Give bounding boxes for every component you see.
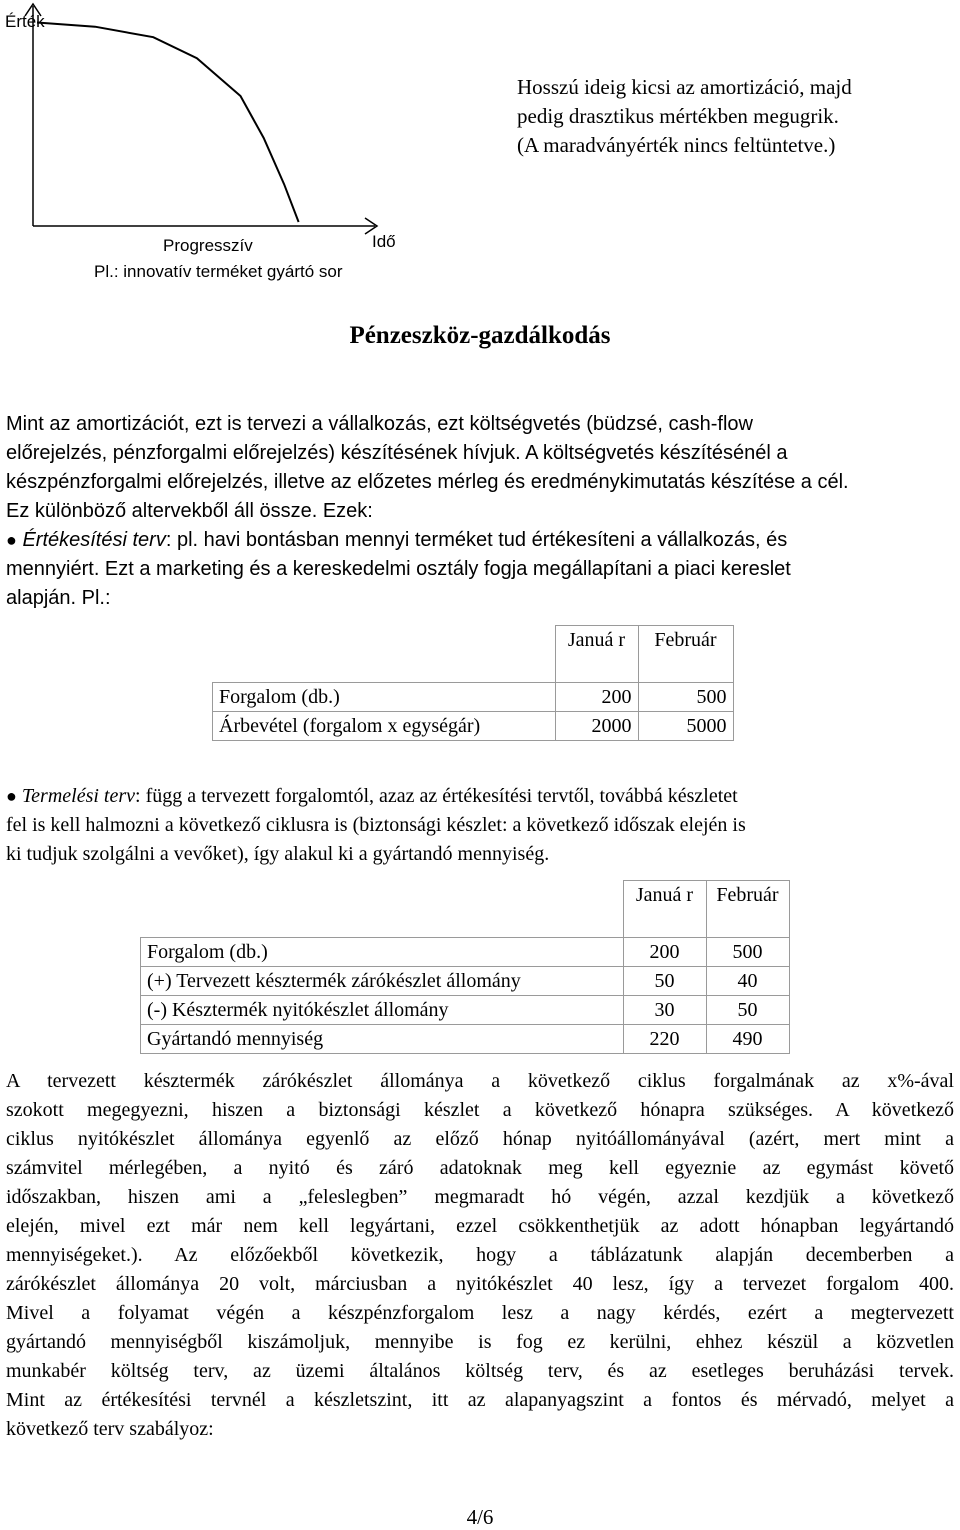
production-plan-term: Termelési terv xyxy=(21,785,136,807)
sales-plan-table xyxy=(212,625,734,741)
cell-february: 490 xyxy=(706,1025,789,1054)
table-row xyxy=(141,1025,790,1054)
closing-line-9: Mivel a folyamat végén a készpénzforgalom lesz a nagy kérdés, ezért a megtervezett xyxy=(6,1302,954,1324)
cell-february: 500 xyxy=(706,938,789,967)
row-label: Forgalom (db.) xyxy=(141,938,624,967)
closing-line-2: szokott megegyezni, hiszen a biztonsági készlet a következő hónapra szükséges. A következő xyxy=(6,1099,954,1121)
row-label: Árbevétel (forgalom x egységár) xyxy=(213,712,556,741)
graph-svg xyxy=(0,0,400,290)
row-label: Gyártandó mennyiség xyxy=(141,1025,624,1054)
row-label: Forgalom (db.) xyxy=(213,683,556,712)
closing-line-3: ciklus nyitókészlet állománya egyenlő az előző hónap nyitóállományával (azért, mert mint a xyxy=(6,1128,954,1150)
x-axis-label: Idő xyxy=(372,232,396,251)
production-plan-table xyxy=(140,880,790,1054)
header-january: Januá r xyxy=(555,626,638,683)
cell-february: 40 xyxy=(706,967,789,996)
production-line-3: ki tudjuk szolgálni a vevőket), így alakul ki a gyártandó mennyiség. xyxy=(6,843,550,865)
header-february: Február xyxy=(706,881,789,938)
intro-line-1: Mint az amortizációt, ezt is tervezi a vállalkozás, ezt költségvetés (büdzsé, cash-flow xyxy=(6,413,753,435)
intro-line-4: Ez különböző altervekből áll össze. Ezek: xyxy=(6,500,373,522)
section-title: Pénzeszköz-gazdálkodás xyxy=(349,322,611,349)
y-axis-label: Érték xyxy=(5,12,45,31)
sales-plan-text: : pl. havi bontásban mennyi terméket tud értékesíteni a vállalkozás, és xyxy=(165,529,788,551)
closing-line-12: Mint az értékesítési tervnél a készletszint, itt az alapanyagszint a fontos és mérvadó, melyet a xyxy=(6,1389,954,1411)
graph-example-label: Pl.: innovatív terméket gyártó sor xyxy=(94,262,343,281)
caption-line-3: (A maradványérték nincs feltüntetve.) xyxy=(517,133,836,157)
production-line-1 xyxy=(6,782,954,811)
production-line-2: fel is kell halmozni a következő ciklusra is (biztonsági készlet: a következő időszak elején is xyxy=(6,814,746,836)
closing-line-1: A tervezett késztermék zárókészlet állománya a következő ciklus forgalmának az x%-ával xyxy=(6,1070,954,1092)
closing-line-8: zárókészlet állománya 20 volt, márciusban a nyitókészlet 40 lesz, így a tervezet forgalom 400. xyxy=(6,1273,954,1295)
cell-january: 50 xyxy=(623,967,706,996)
curve-type-label: Progresszív xyxy=(163,236,253,255)
caption-line-2: pedig drasztikus mértékben megugrik. xyxy=(517,104,839,128)
sales-plan-line xyxy=(6,526,954,555)
cell-january: 2000 xyxy=(555,712,638,741)
production-paragraph xyxy=(6,782,954,869)
cell-january: 30 xyxy=(623,996,706,1025)
cell-january: 200 xyxy=(555,683,638,712)
row-label: (+) Tervezett késztermék zárókészlet állomány xyxy=(141,967,624,996)
table-corner xyxy=(213,626,556,683)
table-row xyxy=(141,967,790,996)
cell-january: 200 xyxy=(623,938,706,967)
closing-line-11: munkabér költség terv, az üzemi általános költség terv, és az esetleges beruházási tervek. xyxy=(6,1360,954,1382)
closing-line-5: időszakban, hiszen ami a „feleslegben” megmaradt hó végén, azzal kezdjük a következő xyxy=(6,1186,954,1208)
bullet-icon: ● xyxy=(6,786,17,806)
closing-line-6: elején, mivel ezt már nem kell legyártani, ezzel csökkenthetjük az adott hónapban legyártandó xyxy=(6,1215,954,1237)
intro-line-6: mennyiért. Ezt a marketing és a kereskedelmi osztály fogja megállapítani a piaci kereslet xyxy=(6,558,791,580)
production-plan-text: : függ a tervezett forgalomtól, azaz az értékesítési tervtől, továbbá készletet xyxy=(135,785,738,807)
closing-line-7: mennyiségeket.). Az előzőekből következik, hogy a táblázatunk alapján decemberben a xyxy=(6,1244,954,1266)
header-january: Januá r xyxy=(623,881,706,938)
intro-line-3: készpénzforgalmi előrejelzés, illetve az előzetes mérleg és eredménykimutatás készítése a cél. xyxy=(6,471,849,493)
table-row xyxy=(213,683,734,712)
table-header-row xyxy=(141,881,790,938)
page-number: 4/6 xyxy=(466,1505,494,1529)
value-curve xyxy=(37,23,299,223)
closing-paragraph xyxy=(6,1067,954,1444)
table-row xyxy=(141,996,790,1025)
intro-line-2: előrejelzés, pénzforgalmi előrejelzés) készítésének hívjuk. A költségvetés készítésénél a xyxy=(6,442,788,464)
closing-line-10: gyártandó mennyiségből kiszámoljuk, mennyibe is fog ez kerülni, ehhez készül a közvetlen xyxy=(6,1331,954,1353)
table-header-row xyxy=(213,626,734,683)
table-row xyxy=(141,938,790,967)
table-row xyxy=(213,712,734,741)
header-february: Február xyxy=(638,626,733,683)
closing-line-13: következő terv szabályoz: xyxy=(6,1418,214,1440)
intro-line-7: alapján. Pl.: xyxy=(6,587,111,609)
sales-plan-term: Értékesítési terv xyxy=(22,529,166,551)
cell-january: 220 xyxy=(623,1025,706,1054)
closing-line-4: számvitel mérlegében, a nyitó és záró adatoknak meg kell egyeznie az egymást követő xyxy=(6,1157,954,1179)
caption-line-1: Hosszú ideig kicsi az amortizáció, majd xyxy=(517,75,852,99)
bullet-icon: ● xyxy=(6,530,17,550)
intro-paragraph xyxy=(6,410,954,613)
row-label: (-) Késztermék nyitókészlet állomány xyxy=(141,996,624,1025)
graph-caption xyxy=(517,73,937,160)
progressive-depreciation-graph xyxy=(0,0,400,290)
cell-february: 5000 xyxy=(638,712,733,741)
cell-february: 50 xyxy=(706,996,789,1025)
table-corner xyxy=(141,881,624,938)
cell-february: 500 xyxy=(638,683,733,712)
